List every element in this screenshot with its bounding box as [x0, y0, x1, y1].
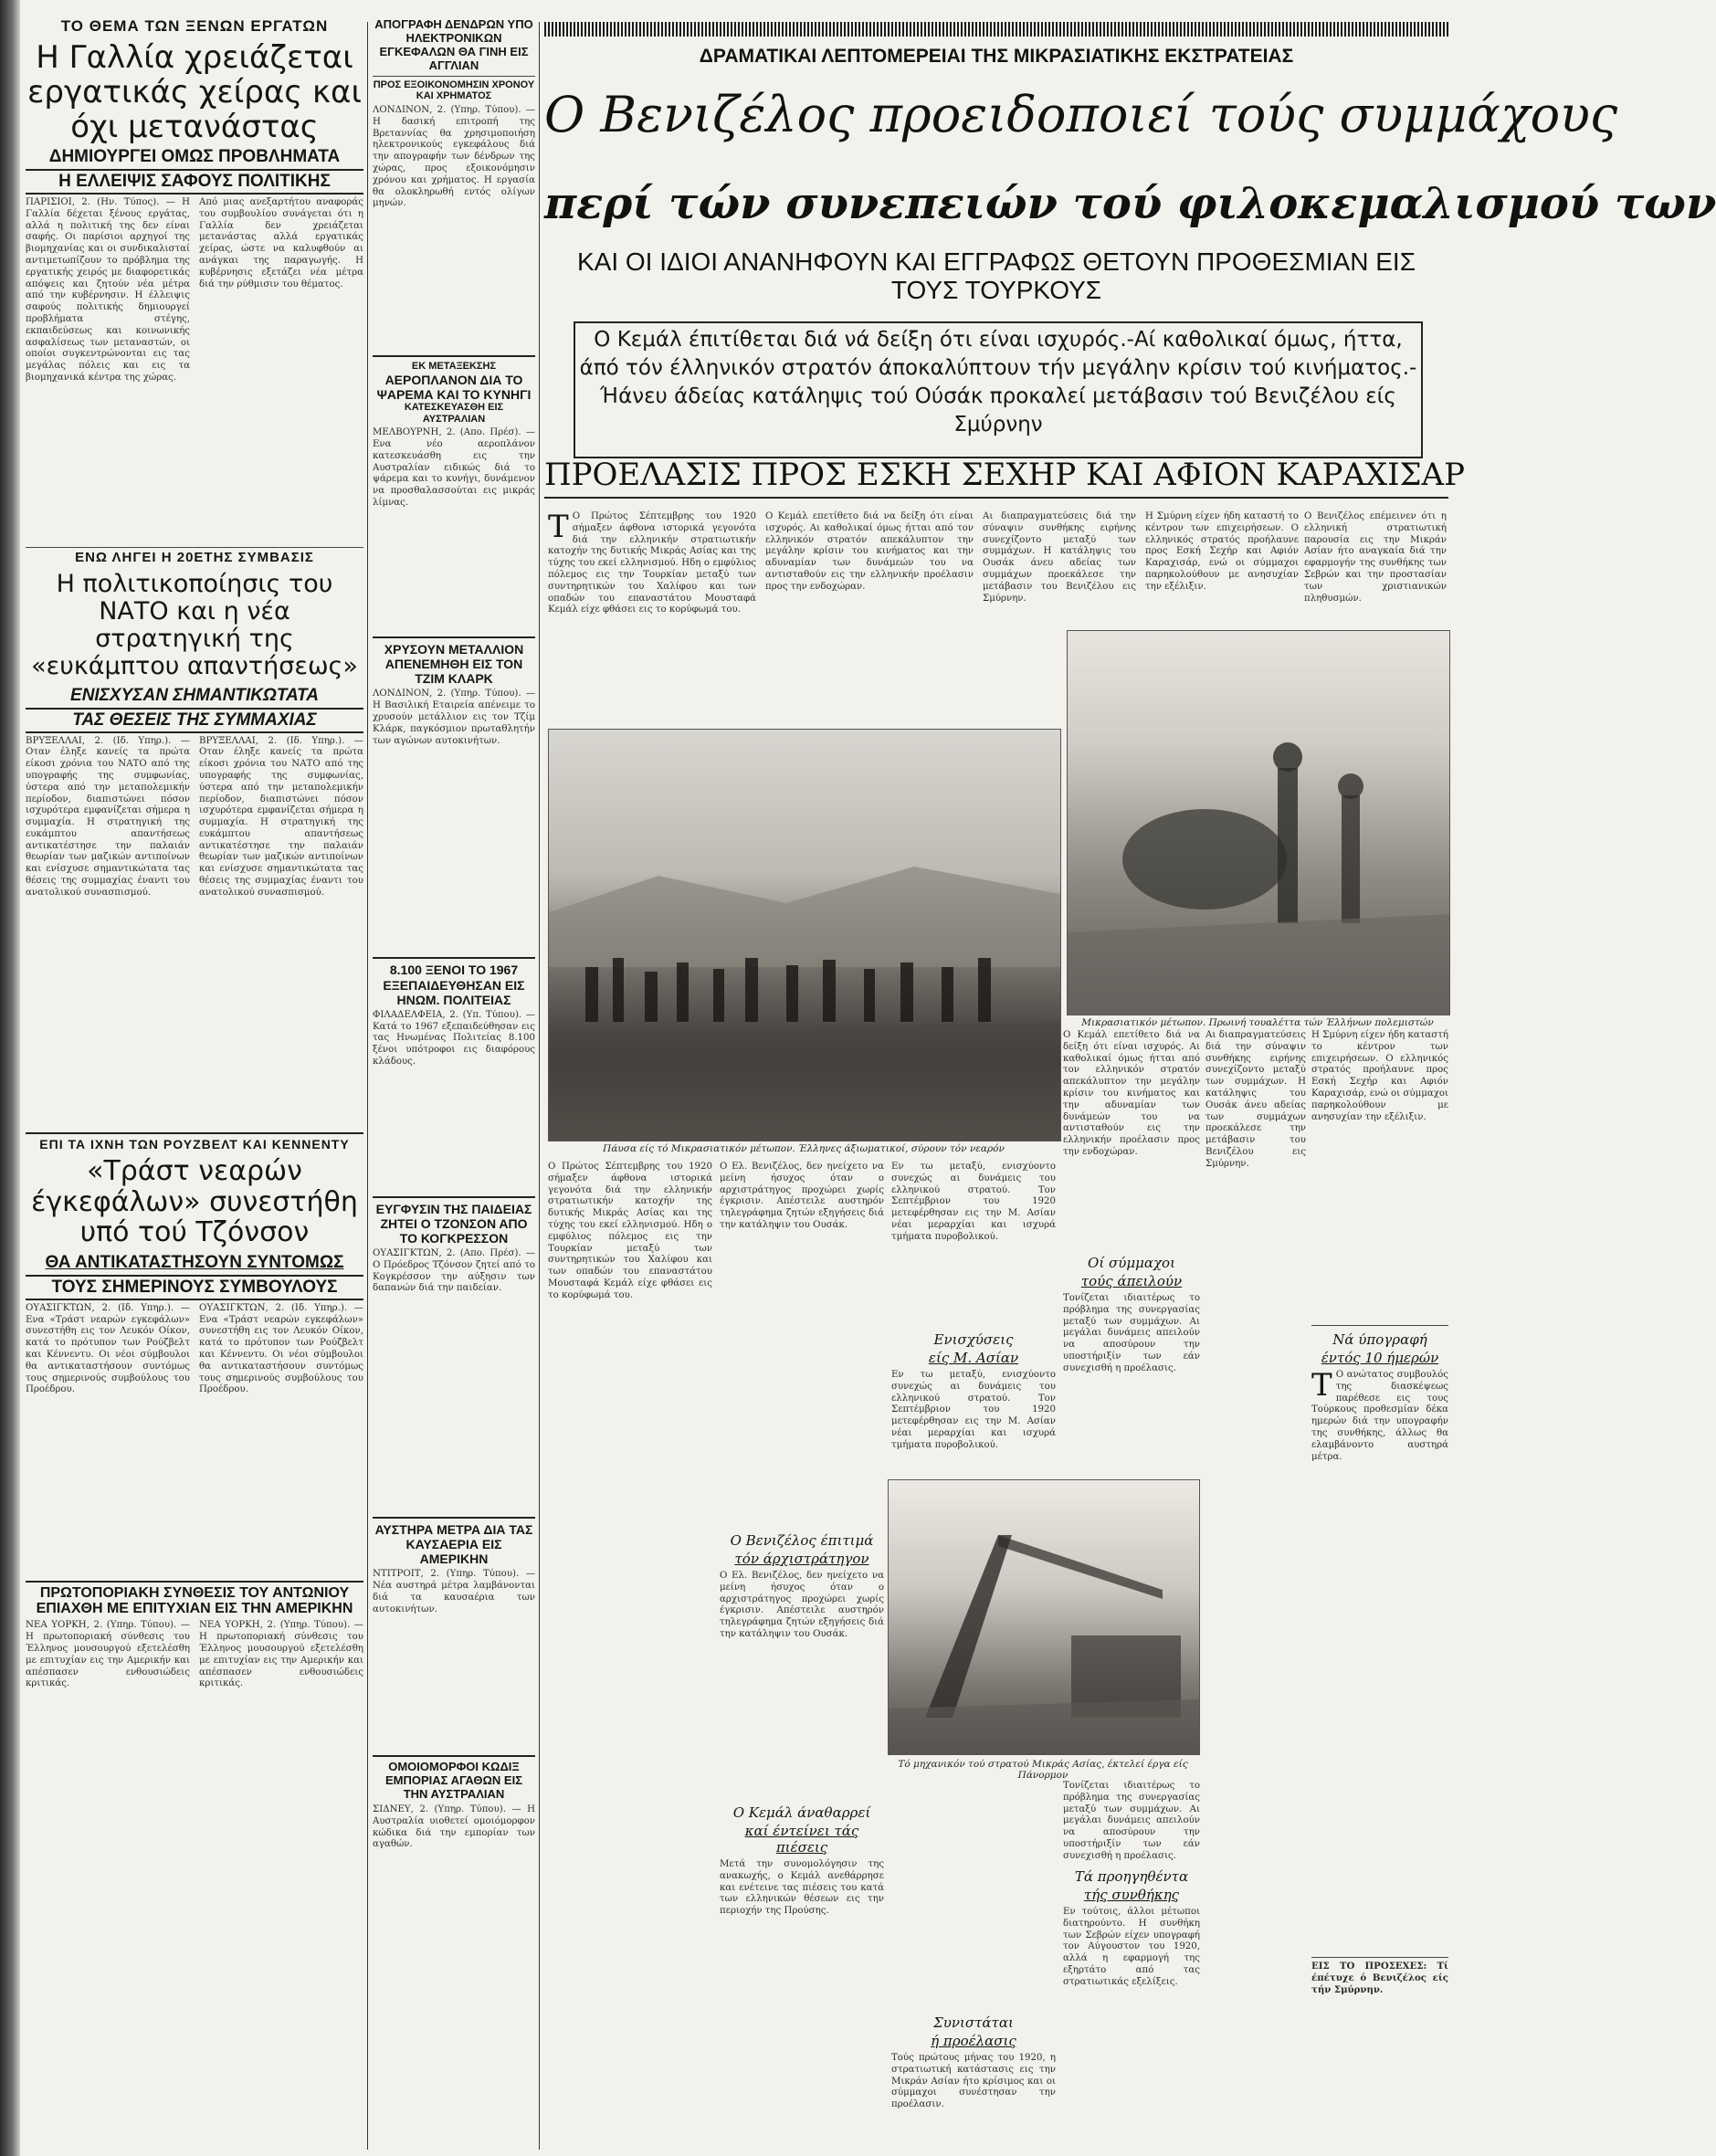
photo-soldiers-camp	[1067, 630, 1450, 1015]
brief-headline: ΑΕΡΟΠΛΑΝΟΝ ΔΙΑ ΤΟ ΨΑΡΕΜΑ ΚΑΙ ΤΟ ΚΥΝΗΓΙ	[376, 372, 532, 402]
header-hatch	[544, 22, 1448, 37]
photo-engineers-drawing	[889, 1480, 1199, 1754]
main-summary-text: Ο Κεμάλ έπιτίθεται διά νά δείξη ότι είναι ισχυρός.-Αί καθολικαί όμως, ήττα, άπό τόν έλληνικόν στρατόν άποκαλύπτουν τήν μεγάλην κρίσιν τού κινήματος.- Ήάνευ άδείας κατάληψις τού Ούσάκ προκαλεί μετάβασιν τού Βενιζέλου είς Σμύρνην	[579, 328, 1417, 436]
brief-body: ΟΥΑΣΙΓΚΤΩΝ, 2. (Απο. Πρέσ). — Ο Πρόεδρος Τζόνσον ζητεί από το Κογκρέσσον την αύξησιν των δαπανών διά την παιδείαν.	[373, 1247, 539, 1294]
main-body: Εν τω μεταξύ, ενισχύοντο συνεχώς αι δυνάμεις του ελληνικού στρατού. Τον Σεπτέμβριον του 1920 μετεφέρθησαν εις την Μ. Ασίαν νέαι μεραρχίαι και ισχυρά τμήματα πυροβολικού.	[891, 1370, 1059, 1450]
brief-headline: ΧΡΥΣΟΥΝ ΜΕΤΑΛΛΙΟΝ ΑΠΕΝΕΜΗΘΗ ΕΙΣ ΤΟΝ ΤΖΙΜ ΚΛΑΡΚ	[384, 642, 524, 687]
main-body: Ο Πρώτος Σέπτεμβρης του 1920 σήμαξεν άφθονα ιστορικά γεγονότα διά την ελληνικήν στρατιωτικήν κατοχήν της δυτικής Μικράς Ασίας και της τύχης του εκεί ελληνισμού. Ηδη ο εμφύλιος πόλεμος εις την Τουρκίαν μεταξύ των συντηρητικών του Χαλίφου και των οπαδών του επαναστάτου Μουσταφά Κεμάλ είχε φθάσει εις το κορύφωμά του.	[548, 511, 760, 615]
subhead: Οί σύμμαχοι	[1088, 1255, 1175, 1271]
subhead: Νά ύπογραφή	[1332, 1331, 1427, 1348]
article-kicker: ΤΟ ΘΕΜΑ ΤΩΝ ΞΕΝΩΝ ΕΡΓΑΤΩΝ	[60, 17, 329, 35]
subhead: Ο Βενιζέλος έπιτιμά	[730, 1532, 874, 1549]
brief-deck: ΚΑΤΕΣΚΕΥΑΣΘΗ ΕΙΣ ΑΥΣΤΡΑΛΙΑΝ	[404, 401, 504, 425]
main-body: Αι διαπραγματεύσεις διά την σύναψιν συνθήκης ειρήνης συνεχίζοντο μεταξύ των συμμάχων. Η κατάληψις του Ουσάκ άνευ αδείας των συμμάχων προεκάλεσε την μετάβασιν του Βενιζέλου εις Σμύρνην.	[983, 511, 1140, 604]
article-body: ΝΕΑ ΥΟΡΚΗ, 2. (Υπηρ. Τύπου). — Η πρωτοποριακή σύνθεσις του Έλληνος μουσουργού εξετελέσθη με επιτυχίαν εις την Αμερικήν και απέσπασεν ενθουσιώδεις κριτικάς.	[26, 1620, 194, 1689]
article-kicker: ΕΠΙ ΤΑ ΙΧΝΗ ΤΩΝ ΡΟΥΖΒΕΛΤ ΚΑΙ ΚΕΝΝΕΝΤΥ	[39, 1136, 350, 1152]
brief-body: ΣΙΔΝΕΥ, 2. (Υπηρ. Τύπου). — Η Αυστραλία υιοθετεί ομοιόμορφον κώδικα διά την εμπορίαν των αγαθών.	[373, 1804, 539, 1850]
column-left	[26, 17, 367, 2146]
main-col	[1063, 1030, 1204, 1468]
main-col	[1063, 1781, 1204, 2146]
main-body: Μετά την συνομολόγησιν της ανακωχής, ο Κεμάλ ανεθάρρησε και ενέτεινε τας πιέσεις του κατά των ελληνικών θέσεων εις την περιοχήν της Προύσης.	[720, 1859, 888, 1917]
brief-deck: ΠΡΟΣ ΕΞΟΙΚΟΝΟΜΗΣΙΝ ΧΡΟΝΟΥ ΚΑΙ ΧΡΗΜΑΤΟΣ	[373, 79, 535, 102]
article-deck: ΘΑ ΑΝΤΙΚΑΤΑΣΤΗΣΟΥΝ ΣΥΝΤΟΜΩΣ	[45, 1252, 344, 1272]
subhead: τόν άρχιστράτηγον	[734, 1551, 869, 1567]
article-body: ΟΥΑΣΙΓΚΤΩΝ, 2. (Ιδ. Υπηρ.). — Ενα «Τράστ νεαρών εγκεφάλων» συνεστήθη εις τον Λευκόν Οίκον, κατά το πρότυπον των Ρούζβελτ και Κέννεντυ. Οι νέοι σύμβουλοι θα αντικαταστήσουν συντόμως τους σημερινούς συμβούλους του Προέδρου.	[26, 1302, 194, 1395]
subhead: είς Μ. Ασίαν	[928, 1350, 1019, 1366]
article-body: Από μιας ανεξαρτήτου αναφοράς του συμβουλίου συνάγεται ότι η Γαλλία δεν χρειάζεται μετανάστας αλλά εργατικάς χείρας, ώστε να καλυφθούν αι ανάγκαι της παραγωγής. Η κυβέρνησις εξετάζει νέα μέτρα διά την ρύθμισιν του θέματος.	[199, 196, 367, 289]
dropcap: Τ	[548, 509, 569, 545]
photo-caption: Πάυσα είς τό Μικρασιατικόν μέτωπον. Έλληνες άξιωματικοί, σύρουν τόν νεαρόν	[603, 1143, 1005, 1154]
main-body: Ο ανώτατος συμβουλός της διασκέψεως παρέθεσε εις τους Τούρκους προθεσμίαν δέκα ημερών διά την υπογραφήν της συνθήκης, άλλως θα ελαμβάνοντο αυστηρά μέτρα.	[1311, 1370, 1452, 1462]
article-deck: ΤΟΥΣ ΣΗΜΕΡΙΝΟΥΣ ΣΥΜΒΟΥΛΟΥΣ	[26, 1275, 363, 1300]
main-kicker: ΔΡΑΜΑΤΙΚΑΙ ΛΕΠΤΟΜΕΡΕΙΑΙ ΤΗΣ ΜΙΚΡΑΣΙΑΤΙΚΗΣ ΕΚΣΤΡΑΤΕΙΑΣ	[699, 46, 1294, 67]
brief-body: ΝΤΙΤΡΟΙΤ, 2. (Υπηρ. Τύπου). — Νέα αυστηρά μέτρα λαμβάνονται διά τα καυσαέρια των αυτοκινήτων.	[373, 1569, 539, 1614]
article-body: ΒΡΥΞΕΛΛΑΙ, 2. (Ιδ. Υπηρ.). — Οταν έληξε κανείς τα πρώτα είκοσι χρόνια του ΝΑΤΟ από της υπογραφής της συμφωνίας, ύστερα από την μεταπολεμικήν περίοδον, διαπιστώνει πόσον ισχυρότερα εμφανίζεται σήμερα η συμμαχία. Η στρατηγική της ευκάμπτου απαντήσεως αντικατέστησε την παλαιάν θεωρίαν των μαζικών αντιποίνων και ενίσχυσε σημαντικώτατα τας θέσεις της συμμαχίας έναντι του ανατολικού συνασπισμού.	[199, 735, 367, 898]
brief-body: ΛΟΝΔΙΝΟΝ, 2. (Υπηρ. Τύπου). — Η δασική επιτροπή της Βρεταννίας θα χρησιμοποιήση ηλεκτρονικούς εγκεφάλους διά την απογραφήν των δένδρων της χώρας, προς εξοικονόμησιν χρόνου και χρήματος. Η εργασία θα ολοκληρωθή εντός ολίγων μηνών.	[373, 105, 539, 209]
article-headline: Η Γαλλία χρειάζεται εργατικάς χείρας και όχι μετανάστας	[27, 38, 362, 145]
article-deck: ΔΗΜΙΟΥΡΓΕΙ ΟΜΩΣ ΠΡΟΒΛΗΜΑΤΑ	[48, 147, 341, 167]
main-body: Η Σμύρνη είχεν ήδη καταστή το κέντρον των επιχειρήσεων. Ο ελληνικός στρατός προήλαυνε προς Εσκή Σεχήρ και Αφιόν Καραχισάρ, ενώ οι σύμμαχοι παρηκολούθουν με ανησυχίαν την εξέλιξιν.	[1145, 511, 1302, 592]
main-headline-line2: περί τών συνεπειών τού φιλοκεμαλισμού των	[544, 178, 1716, 229]
photo-soldiers-marching	[548, 729, 1061, 1141]
main-body: Η Σμύρνη είχεν ήδη καταστή το κέντρον των επιχειρήσεων. Ο ελληνικός στρατός προήλαυνε προς Εσκή Σεχήρ και Αφιόν Καραχισάρ, ενώ οι σύμμαχοι παρηκολούθουν με ανησυχίαν την εξέλιξιν.	[1311, 1030, 1452, 1122]
photo-caption: Μικρασιατικόν μέτωπον. Πρωινή τουαλέττα τών Έλλήνων πολεμιστών	[1081, 1017, 1434, 1028]
article-deck: ΕΝΙΣΧΥΣΑΝ ΣΗΜΑΝΤΙΚΩΤΑΤΑ	[70, 685, 319, 705]
brief-body: ΛΟΝΔΙΝΟΝ, 2. (Υπηρ. Τύπου). — Η Βασιλική Εταιρεία απένειμε το χρυσούν μετάλλιον εις τον Τζίμ Κλάρκ, παγκόσμιον πρωταθλητήν των αγώνων αυτοκινήτων.	[373, 689, 539, 746]
article-headline: «Τράστ νεαρών έγκεφάλων» συνεστήθη υπό τού Τζόνσον	[31, 1155, 358, 1249]
subhead: τούς άπειλούν	[1080, 1273, 1183, 1289]
main-headline-line1: Ο Βενιζέλος προειδοποιεί τούς συμμάχους	[544, 86, 1618, 143]
main-summary-box	[574, 321, 1423, 458]
main-body: Τούς πρώτους μήνας του 1920, η στρατιωτική κατάστασις εις την Μικράν Ασίαν ήτο κρίσιμος και οι σύμμαχοι συνέστησαν την προέλασιν.	[891, 2053, 1059, 2110]
article-body: ΟΥΑΣΙΓΚΤΩΝ, 2. (Ιδ. Υπηρ.). — Ενα «Τράστ νεαρών εγκεφάλων» συνεστήθη εις τον Λευκόν Οίκον, κατά το πρότυπον των Ρούζβελτ και Κέννεντυ. Οι νέοι σύμβουλοι θα αντικαταστήσουν συντόμως τους σημερινούς συμβούλους του Προέδρου.	[199, 1302, 367, 1395]
subhead: έντός 10 ήμερών	[1321, 1350, 1439, 1366]
subhead: Τά προηγηθέντα	[1074, 1868, 1189, 1885]
main-body: Αι διαπραγματεύσεις διά την σύναψιν συνθήκης ειρήνης συνεχίζοντο μεταξύ των συμμάχων. Η κατάληψις του Ουσάκ άνευ αδείας των συμμάχων προεκάλεσε την μετάβασιν του Βενιζέλου εις Σμύρνην.	[1205, 1030, 1310, 1169]
main-body: Εν τούτοις, άλλοι μέτωποι διατηρούντο. Η συνθήκη των Σεβρών είχεν υπογραφή τον Αύγουστον του 1920, αλλά η εφαρμογή της εξηρτάτο από τας στρατιωτικάς εξελίξεις.	[1063, 1907, 1204, 1987]
main-body: Ο Πρώτος Σέπτεμβρης του 1920 σήμαξεν άφθονα ιστορικά γεγονότα διά την ελληνικήν στρατιωτικήν κατοχήν της δυτικής Μικράς Ασίας και της τύχης του εκεί ελληνισμού. Ηδη ο εμφύλιος πόλεμος εις την Τουρκίαν μεταξύ των συντηρητικών του Χαλίφου και των οπαδών του επαναστάτου Μουσταφά Κεμάλ είχε φθάσει εις το κορύφωμά του.	[548, 1162, 716, 1300]
brief-body: ΦΙΛΑΔΕΛΦΕΙΑ, 2. (Υπ. Τύπου). — Κατά το 1967 εξεπαιδεύθησαν εις τας Ηνωμένας Πολιτείας 8.100 ξένοι υπότροφοι εις διαφόρους κλάδους.	[373, 1009, 539, 1067]
main-col	[765, 511, 977, 721]
main-col	[1304, 511, 1450, 621]
page-binding-edge	[0, 0, 20, 2156]
main-body: Ο Ελ. Βενιζέλος, δεν ηνείχετο να μείνη ήσυχος όταν ο αρχιστράτηγος προχώρει χωρίς έγκρισιν. Απέστειλε αυστηρόν τηλεγράφημα ζητών εξηγήσεις διά την κατάληψιν του Ουσάκ.	[720, 1162, 888, 1230]
article-deck: Η ΕΛΛΕΙΨΙΣ ΣΑΦΟΥΣ ΠΟΛΙΤΙΚΗΣ	[26, 169, 363, 195]
article-headline: ΠΡΩΤΟΠΟΡΙΑΚΗ ΣΥΝΘΕΣΙΣ ΤΟΥ ΑΝΤΩΝΙΟΥ ΕΠΙΑΧΘΗ ΜΕ ΕΠΙΤΥΧΙΑΝ ΕΙΣ ΤΗΝ ΑΜΕΡΙΚΗΝ	[36, 1584, 353, 1616]
main-body: Εν τω μεταξύ, ενισχύοντο συνεχώς αι δυνάμεις του ελληνικού στρατού. Τον Σεπτέμβριον του 1920 μετεφέρθησαν εις την Μ. Ασίαν νέαι μεραρχίαι και ισχυρά τμήματα πυροβολικού.	[891, 1162, 1059, 1242]
photo-soldiers-camp-drawing	[1068, 631, 1449, 1015]
main-col	[1311, 1030, 1452, 2144]
brief-headline: ΑΥΣΤΗΡΑ ΜΕΤΡΑ ΔΙΑ ΤΑΣ ΚΑΥΣΑΕΡΙΑ ΕΙΣ ΑΜΕΡΙΚΗΝ	[374, 1521, 533, 1567]
article-deck: ΤΑΣ ΘΕΣΕΙΣ ΤΗΣ ΣΥΜΜΑΧΙΑΣ	[26, 708, 363, 733]
main-body: Τονίζεται ιδιαιτέρως το πρόβλημα της συνεργασίας μεταξύ των συμμάχων. Αι μεγάλαι δυνάμεις απειλούν να αποσύρουν την υποστήριξίν των εάν συνεχισθή η προέλασις.	[1063, 1781, 1204, 1861]
subhead: καί έντείνει τάς πιέσεις	[744, 1823, 859, 1856]
main-col	[548, 1162, 716, 2148]
brief-kicker: ΕΚ ΜΕΤΑΞΕΚΣΗΣ	[411, 361, 497, 373]
main-col	[720, 1162, 888, 2148]
photo-caption: Τό μηχανικόν τού στρατού Μικράς Ασίας, έκτελεί έργα είς Πάνορμον	[898, 1759, 1188, 1781]
brief-headline: ΕΥΓΦΥΣΙΝ ΤΗΣ ΠΑΙΔΕΙΑΣ ΖΗΤΕΙ Ο ΤΖΟΝΣΟΝ ΑΠΟ ΤΟ ΚΟΓΚΡΕΣΣΟΝ	[375, 1201, 532, 1246]
subhead: ή προέλασις	[931, 2033, 1016, 2049]
main-col	[1205, 1030, 1310, 2144]
photo-engineers	[888, 1479, 1200, 1755]
article-headline: Η πολιτικοποίησις του ΝΑΤΟ και η νέα στρατηγική της «ευκάμπτου απαντήσεως»	[31, 569, 358, 681]
brief-body: ΜΕΛΒΟΥΡΝΗ, 2. (Απο. Πρέσ). — Ενα νέο αεροπλάνον κατεσκευάσθη εις την Αυστραλίαν ειδικώς διά το ψάρεμα και το κυνήγι, δυνάμενον να προσθαλασσούται εις μικράς λίμνας.	[373, 427, 539, 508]
column-briefs	[373, 17, 539, 2146]
photo-soldiers-marching-drawing	[549, 730, 1060, 1141]
main-body: Ο Ελ. Βενιζέλος, δεν ηνείχετο να μείνη ήσυχος όταν ο αρχιστράτηγος προχώρει χωρίς έγκρισιν. Απέστειλε αυστηρόν τηλεγράφημα ζητών εξηγήσεις διά την κατάληψιν του Ουσάκ.	[720, 1571, 888, 1639]
column-rule	[367, 22, 368, 2150]
end-note: ΕΙΣ ΤΟ ΠΡΟΣΕΧΕΣ: Τί έπέτυχε ό Βενιζέλος είς τήν Σμύρνην.	[1311, 1961, 1452, 1995]
dropcap: Τ	[1311, 1367, 1332, 1404]
article-kicker: ΕΝΩ ΛΗΓΕΙ Η 20ΕΤΗΣ ΣΥΜΒΑΣΙΣ	[75, 549, 314, 565]
subhead: Ο Κεμάλ άναθαρρεί	[732, 1804, 871, 1821]
subhead: τής συνθήκης	[1083, 1887, 1180, 1903]
main-body: Ο Κεμάλ επετίθετο διά να δείξη ότι είναι ισχυρός. Αι καθολικαί όμως ήτται από τον ελληνικόν στρατόν απεκάλυπτον την μεγάλην κρίσιν του κινήματος και την αδυναμίαν των δυνάμεών του να αντισταθούν εις την ελληνικήν προέλασιν προς την ενδοχώραν.	[765, 511, 977, 592]
subhead: Ενισχύσεις	[933, 1331, 1014, 1348]
article-body: ΒΡΥΞΕΛΛΑΙ, 2. (Ιδ. Υπηρ.). — Οταν έληξε κανείς τα πρώτα είκοσι χρόνια του ΝΑΤΟ από της υπογραφής της συμφωνίας, ύστερα από την μεταπολεμικήν περίοδον, διαπιστώνει πόσον ισχυρότερα εμφανίζεται σήμερα η συμμαχία. Η στρατηγική της ευκάμπτου απαντήσεως αντικατέστησε την παλαιάν θεωρίαν των μαζικών αντιποίνων και ενίσχυσε σημαντικώτατα τας θέσεις της συμμαχίας έναντι του ανατολικού συνασπισμού.	[26, 735, 194, 898]
brief-headline: ΟΜΟΙΟΜΟΡΦΟΙ ΚΩΔΙΞ ΕΜΠΟΡΙΑΣ ΑΓΑΘΩΝ ΕΙΣ ΤΗΝ ΑΥΣΤΡΑΛΙΑΝ	[384, 1760, 523, 1802]
main-banner: ΠΡΟΕΛΑΣΙΣ ΠΡΟΣ ΕΣΚΗ ΣΕΧΗΡ ΚΑΙ ΑΦΙΟΝ ΚΑΡΑΧΙΣΑΡ	[544, 457, 1448, 499]
main-col	[548, 509, 760, 721]
main-body: Ο Κεμάλ επετίθετο διά να δείξη ότι είναι ισχυρός. Αι καθολικαί όμως ήτται από τον ελληνικόν στρατόν απεκάλυπτον την μεγάλην κρίσιν του κινήματος και την αδυναμίαν των δυνάμεών του να αντισταθούν εις την ελληνικήν προέλασιν προς την ενδοχώραν.	[1063, 1030, 1204, 1157]
article-body: ΝΕΑ ΥΟΡΚΗ, 2. (Υπηρ. Τύπου). — Η πρωτοποριακή σύνθεσις του Έλληνος μουσουργού εξετελέσθη με επιτυχίαν εις την Αμερικήν και απέσπασεν ενθουσιώδεις κριτικάς.	[199, 1620, 367, 1689]
brief-headline: ΑΠΟΓΡΑΦΗ ΔΕΝΔΡΩΝ ΥΠΟ ΗΛΕΚΤΡΟΝΙΚΩΝ ΕΓΚΕΦΑΛΩΝ ΘΑ ΓΙΝΗ ΕΙΣ ΑΓΓΛΙΑΝ	[374, 17, 533, 72]
article-body: ΠΑΡΙΣΙΟΙ, 2. (Ην. Τύπος). — Η Γαλλία δέχεται ξένους εργάτας, αλλά η πολιτική της δεν είναι σαφής. Οι παρίσιοι αρχηγοί της βιομηχανίας και οι συνδικαλισταί αντιμετωπίζουν το πρόβλημα της εργατικής χειρός με διαφορετικάς απόψεις και ζητούν νέα μέτρα από την κυβέρνησιν. Η έλλειψις σαφούς πολιτικής δημιουργεί προβλήματα στέγης, εκπαιδεύσεως και κοινωνικής ασφαλίσεως των μεταναστών, οι οποίοι συγκεντρώνονται εις τας μεγάλας πόλεις και εις τα βιομηχανικά κέντρα της χώρας.	[26, 196, 194, 383]
main-deck: ΚΑΙ ΟΙ ΙΔΙΟΙ ΑΝΑΝΗΦΟΥΝ ΚΑΙ ΕΓΓΡΑΦΩΣ ΘΕΤΟΥΝ ΠΡΟΘΕΣΜΙΑΝ ΕΙΣ ΤΟΥΣ ΤΟΥΡΚΟΥΣ	[576, 247, 1416, 304]
main-body: Ο Βενιζέλος επέμεινεν ότι η ελληνική στρατιωτική παρουσία εις την Μικράν Ασίαν ήτο αναγκαία διά την εφαρμογήν της συνθήκης των Σεβρών και την προστασίαν των χριστιανικών πληθυσμών.	[1304, 511, 1450, 604]
subhead: Συνιστάται	[933, 2014, 1014, 2031]
main-body: Τονίζεται ιδιαιτέρως το πρόβλημα της συνεργασίας μεταξύ των συμμάχων. Αι μεγάλαι δυνάμεις απειλούν να αποσύρουν την υποστήριξίν των εάν συνεχισθή η προέλασις.	[1063, 1293, 1204, 1373]
brief-headline: 8.100 ΞΕΝΟΙ ΤΟ 1967 ΕΞΕΠΑΙΔΕΥΘΗΣΑΝ ΕΙΣ ΗΝΩΜ. ΠΟΛΙΤΕΙΑΣ	[383, 962, 525, 1007]
column-rule	[539, 22, 540, 2150]
main-col	[1145, 511, 1302, 621]
